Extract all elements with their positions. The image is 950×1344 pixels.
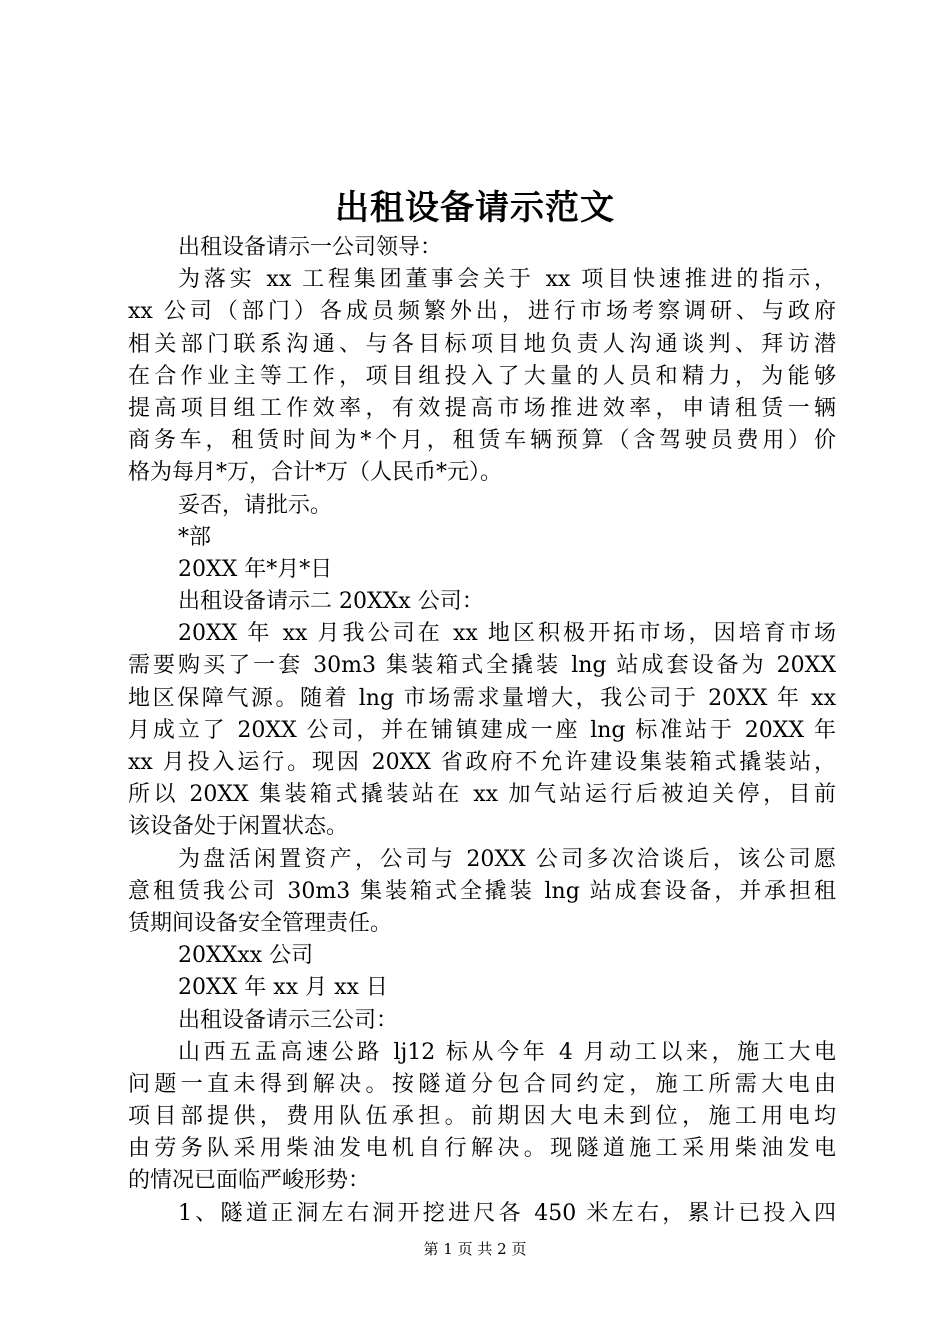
text-line: 月成立了 20XX 公司，并在铺镇建成一座 lng 标准站于 20XX 年	[128, 717, 836, 743]
text-line: 地区保障气源。随着 lng 市场需求量增大，我公司于 20XX 年 xx	[128, 685, 836, 711]
text-line: 20XXxx 公司	[178, 943, 314, 969]
text-line: xx 月投入运行。现因 20XX 省政府不允许建设集装箱式撬装站，	[128, 750, 836, 775]
text-line: 赁期间设备安全管理责任。	[128, 910, 393, 936]
text-line: 出租设备请示三公司：	[178, 1007, 399, 1033]
text-line: 20XX 年 xx 月 xx 日	[178, 975, 388, 1001]
text-line: 在合作业主等工作，项目组投入了大量的人员和精力，为能够	[128, 363, 836, 389]
text-line: 出租设备请示二 20XXx 公司：	[178, 589, 484, 615]
text-line: 由劳务队采用柴油发电机自行解决。现隧道施工采用柴油发电	[128, 1136, 836, 1162]
text-line: 格为每月*万，合计*万（人民币*元）。	[128, 460, 503, 486]
text-line: 项目部提供，费用队伍承担。前期因大电未到位，施工用电均	[128, 1104, 836, 1130]
text-line: 为盘活闲置资产，公司与 20XX 公司多次洽谈后，该公司愿	[178, 846, 836, 872]
text-line: 相关部门联系沟通、与各目标项目地负责人沟通谈判、拜访潜	[128, 331, 836, 357]
document-body	[128, 232, 836, 1230]
text-line: 为落实 xx 工程集团董事会关于 xx 项目快速推进的指示，	[178, 267, 836, 293]
document-title: 出租设备请示范文	[335, 188, 615, 228]
text-line: 意租赁我公司 30m3 集装箱式全撬装 lng 站成套设备，并承担租	[128, 878, 836, 904]
text-line: 需要购买了一套 30m3 集装箱式全撬装 lng 站成套设备为 20XX	[128, 653, 836, 679]
text-line: 的情况已面临严峻形势：	[128, 1168, 371, 1194]
text-line: 20XX 年*月*日	[178, 556, 333, 582]
text-line: 该设备处于闲置状态。	[128, 814, 349, 840]
text-line: 1、隧道正洞左右洞开挖进尺各 450 米左右，累计已投入四	[178, 1200, 836, 1226]
text-line: 所以 20XX 集装箱式撬装站在 xx 加气站运行后被迫关停，目前	[128, 782, 836, 808]
page-footer: 第 1 页 共 2 页	[423, 1240, 527, 1258]
text-line: 妥否，请批示。	[178, 492, 333, 518]
text-line: 提高项目组工作效率，有效提高市场推进效率，申请租赁一辆	[128, 395, 836, 421]
text-line: *部	[178, 524, 212, 550]
text-line: 出租设备请示一公司领导：	[178, 235, 443, 260]
text-line: 20XX 年 xx 月我公司在 xx 地区积极开拓市场，因培育市场	[178, 621, 836, 647]
text-line: xx 公司（部门）各成员频繁外出，进行市场考察调研、与政府	[128, 299, 836, 325]
text-line: 问题一直未得到解决。按隧道分包合同约定，施工所需大电由	[128, 1071, 836, 1097]
text-line: 山西五盂高速公路 lj12 标从今年 4 月动工以来，施工大电	[178, 1039, 836, 1065]
text-line: 商务车，租赁时间为*个月，租赁车辆预算（含驾驶员费用）价	[128, 428, 836, 454]
